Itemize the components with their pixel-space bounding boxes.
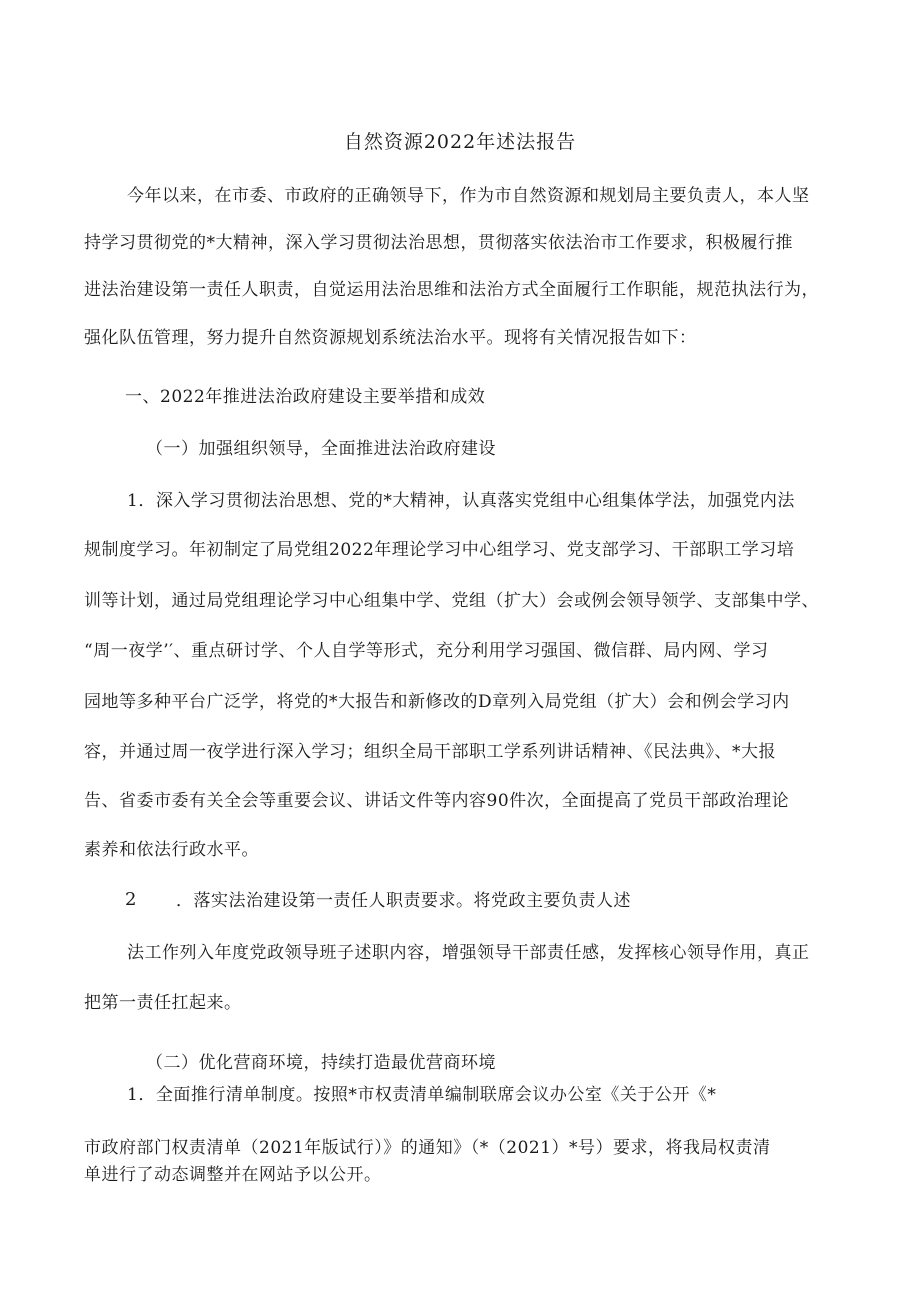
item1-line-6: 容，并通过周一夜学进行深入学习；组织全局干部职工学系列讲话精神、《民法典》、*大报 <box>84 742 776 762</box>
item1-line-3: 训等计划，通过局党组理论学习中心组集中学、党组（扩大）会或例会领导领学、支部集中学、 <box>84 591 819 611</box>
item1-line-5: 园地等多种平台广泛学，将党的*大报告和新修改的D章列入局党组（扩大）会和例会学习内 <box>84 692 790 712</box>
item3-line-1: 1．全面推行清单制度。按照*市权责清单编制联席会议办公室《关于公开《* <box>127 1085 717 1105</box>
item1-line-4: “周一夜学’′、重点研讨学、个人自学等形式，充分利用学习强国、微信群、局内网、学习 <box>84 641 769 661</box>
section-heading-1: 一、2022年推进法治政府建设主要举措和成效 <box>125 387 486 407</box>
item2-line-2: 法工作列入年度党政领导班子述职内容，增强领导干部责任感，发挥核心领导作用，真正 <box>127 943 810 963</box>
intro-line-2: 持学习贯彻党的*大精神，深入学习贯彻法治思想，贯彻落实依法治市工作要求，积极履行推 <box>84 233 793 253</box>
intro-line-1: 今年以来，在市委、市政府的正确领导下，作为市自然资源和规划局主要负责人，本人坚 <box>127 186 810 206</box>
subsection-heading-2: （二）优化营商环境，持续打造最优营商环境 <box>146 1053 496 1073</box>
item1-line-7: 告、省委市委有关全会等重要会议、讲话文件等内容90件次，全面提高了党员干部政治理论 <box>84 791 790 811</box>
intro-line-3: 进法治建设第一责任人职责，自觉运用法治思维和法治方式全面履行工作职能，规范执法行为， <box>84 280 819 300</box>
intro-line-4: 强化队伍管理，努力提升自然资源规划系统法治水平。现将有关情况报告如下： <box>84 328 697 348</box>
item1-line-2: 规制度学习。年初制定了局党组2022年理论学习中心组学习、党支部学习、干部职工学习培 <box>84 540 795 560</box>
item1-line-1: 1．深入学习贯彻法治思想、党的*大精神，认真落实党组中心组集体学法，加强党内法 <box>127 491 795 511</box>
item3-line-2: 市政府部门权责清单（2021年版试行）》的通知》（*（2021）*号）要求，将我局权责清 <box>84 1138 771 1158</box>
item2-line-3: 把第一责任扛起来。 <box>84 993 242 1013</box>
item1-line-8: 素养和依法行政水平。 <box>84 840 259 860</box>
item3-line-3: 单进行了动态调整并在网站予以公开。 <box>84 1165 382 1185</box>
document-title: 自然资源2022年述法报告 <box>343 131 577 153</box>
item2-line-1: ．落实法治建设第一责任人职责要求。将党政主要负责人述 <box>176 891 631 911</box>
item2-number: 2 <box>125 889 137 910</box>
subsection-heading-1: （一）加强组织领导，全面推进法治政府建设 <box>146 439 496 459</box>
